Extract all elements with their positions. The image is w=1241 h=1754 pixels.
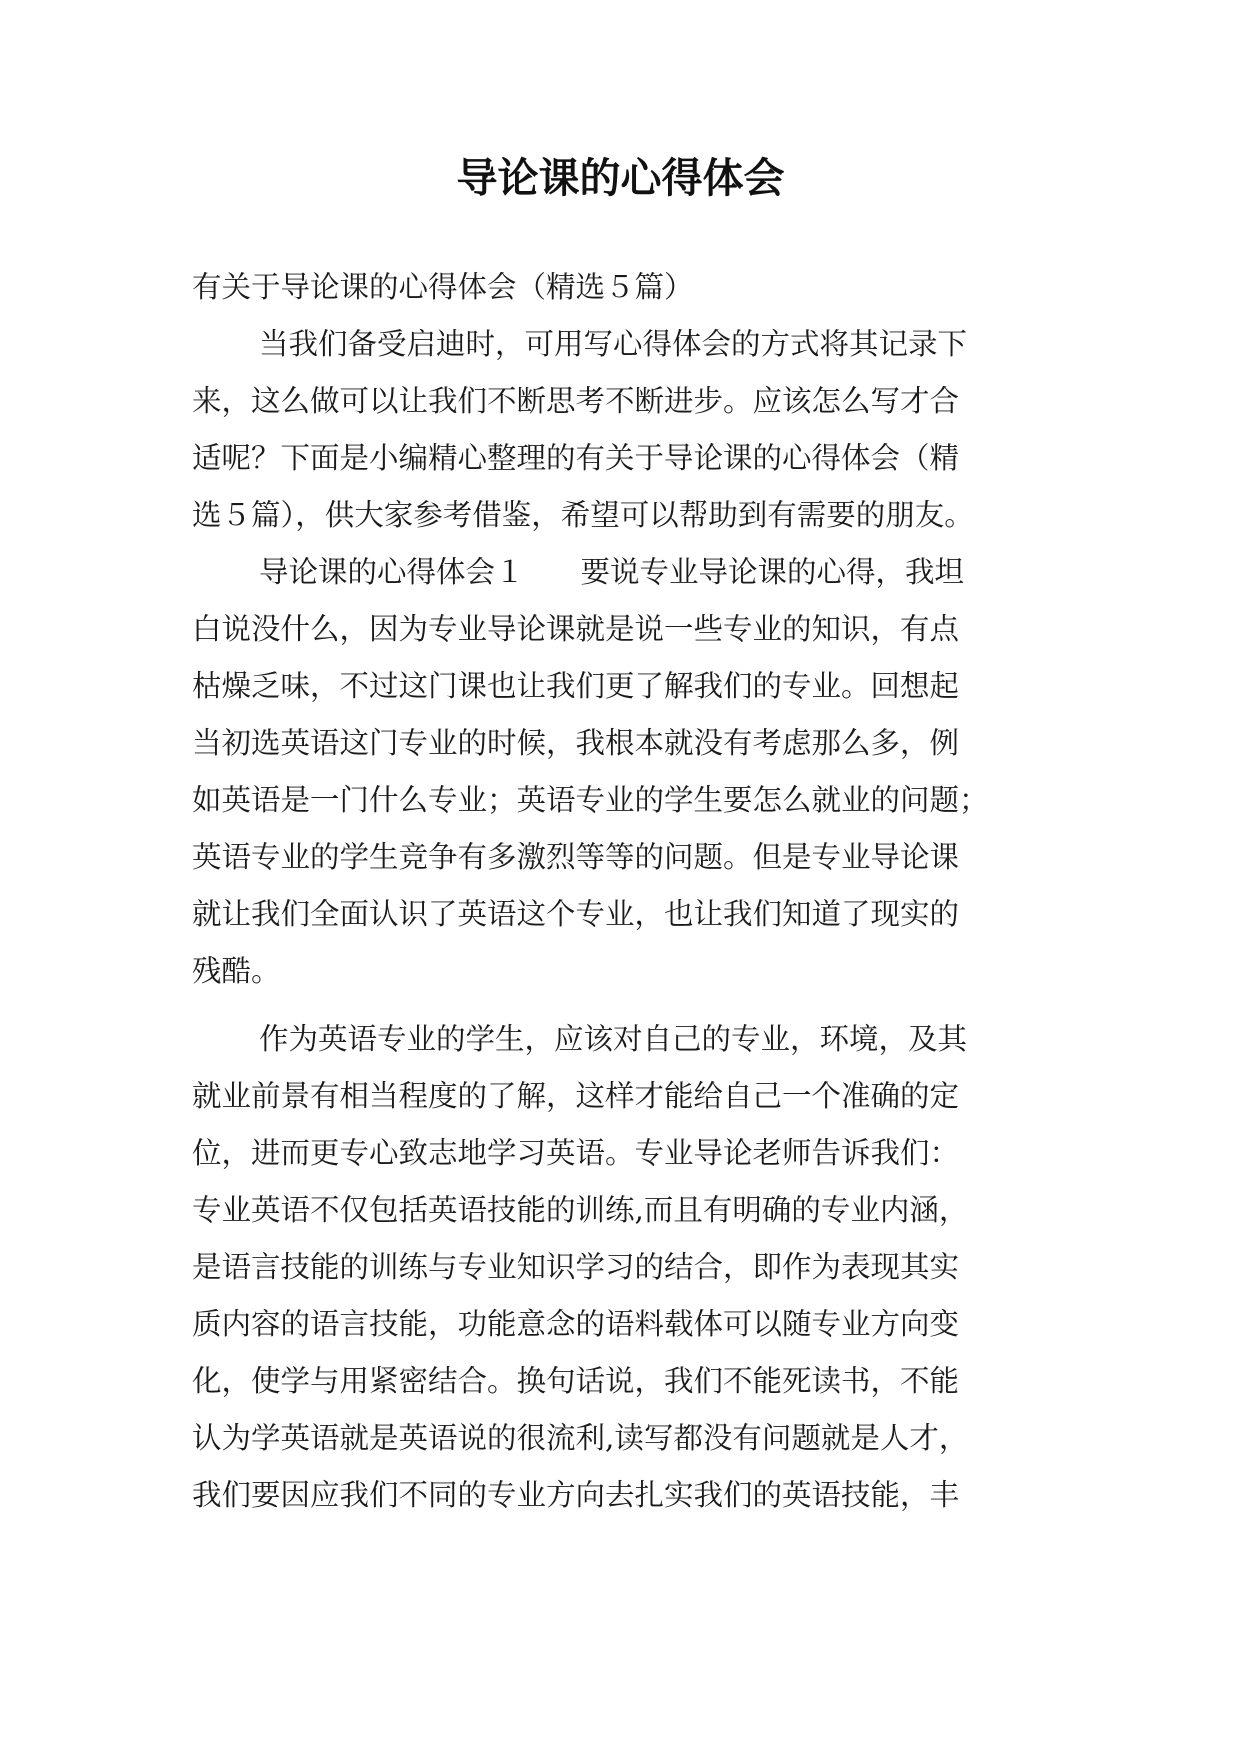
- paragraph-line: 就业前景有相当程度的了解，这样才能给自己一个准确的定: [192, 1079, 960, 1113]
- paragraph-line: 英语专业的学生竞争有多激烈等等的问题。但是专业导论课: [192, 840, 960, 874]
- paragraph-line: 专业英语不仅包括英语技能的训练,而且有明确的专业内涵，: [192, 1193, 969, 1227]
- paragraph-line: 我们要因应我们不同的专业方向去扎实我们的英语技能，丰: [192, 1478, 960, 1512]
- paragraph-line: 化，使学与用紧密结合。换句话说，我们不能死读书，不能: [192, 1364, 960, 1398]
- document-title: 导论课的心得体会: [456, 154, 785, 202]
- paragraph-line: 来，这么做可以让我们不断思考不断进步。应该怎么写才合: [192, 384, 960, 418]
- paragraph-line: 如英语是一门什么专业；英语专业的学生要怎么就业的问题；: [192, 783, 989, 817]
- paragraph-line: 残酷。: [192, 954, 281, 988]
- paragraph-line: 选５篇），供大家参考借鉴，希望可以帮助到有需要的朋友。: [192, 498, 974, 532]
- paragraph-line: 要说专业导论课的心得，我坦: [580, 555, 965, 589]
- paragraph-line: 白说没什么，因为专业导论课就是说一些专业的知识，有点: [192, 612, 960, 646]
- paragraph-line: 枯燥乏味，不过这门课也让我们更了解我们的专业。回想起: [192, 669, 960, 703]
- paragraph-line: 是语言技能的训练与专业知识学习的结合，即作为表现其实: [192, 1250, 960, 1284]
- paragraph-line: 位，进而更专心致志地学习英语。专业导论老师告诉我们：: [192, 1136, 960, 1170]
- paragraph-line: 认为学英语就是英语说的很流利,读写都没有问题就是人才，: [192, 1421, 969, 1455]
- paragraph-line: 当我们备受启迪时，可用写心得体会的方式将其记录下: [259, 327, 968, 361]
- document-subtitle: 有关于导论课的心得体会（精选５篇）: [192, 270, 694, 304]
- paragraph-line: 适呢？下面是小编精心整理的有关于导论课的心得体会（精: [192, 441, 960, 475]
- section-heading: 导论课的心得体会１: [259, 555, 525, 589]
- paragraph-line: 质内容的语言技能，功能意念的语料载体可以随专业方向变: [192, 1307, 960, 1341]
- paragraph-first-line: [259, 552, 964, 592]
- paragraph-line: 作为英语专业的学生，应该对自己的专业，环境，及其: [259, 1022, 968, 1056]
- paragraph-line: 当初选英语这门专业的时候，我根本就没有考虑那么多，例: [192, 726, 960, 760]
- paragraph-line: 就让我们全面认识了英语这个专业，也让我们知道了现实的: [192, 897, 960, 931]
